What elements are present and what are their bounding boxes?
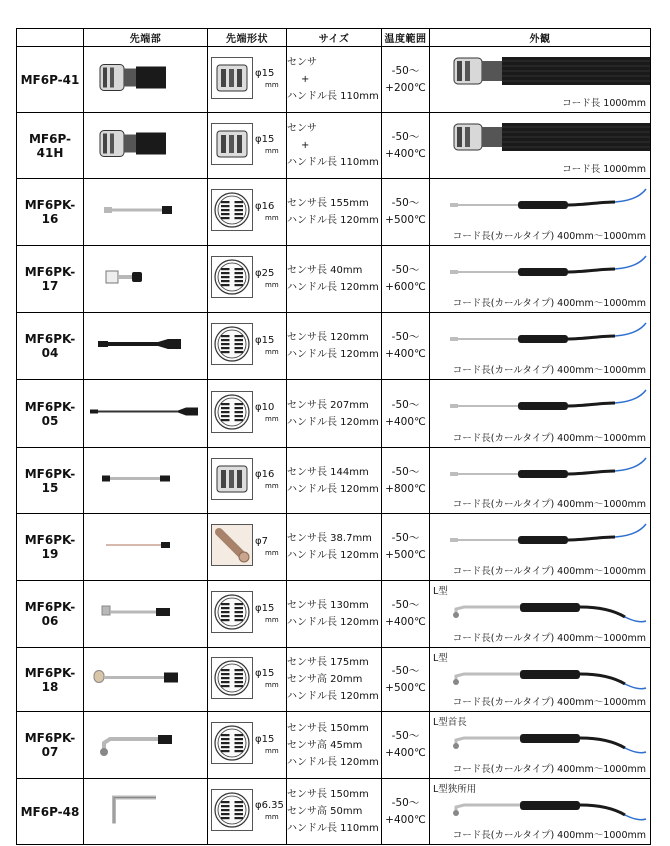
model-number: MF6PK-15	[17, 448, 84, 514]
size-cell	[287, 47, 382, 113]
cord-length: コード長(カールタイプ) 400mm～1000mm	[452, 433, 646, 444]
diameter-unit: mm	[265, 81, 279, 89]
size-line: センサ長 144mm	[287, 466, 369, 478]
diameter-unit: mm	[265, 415, 279, 423]
size-line: ハンドル長 110mm	[287, 823, 379, 834]
appearance-cell	[430, 779, 651, 845]
temp-max: +400℃	[385, 616, 426, 628]
size-line: センサ高 20mm	[287, 674, 363, 685]
size-cell	[287, 380, 382, 448]
cord-length: コード長 1000mm	[562, 164, 646, 175]
model-number: MF6P-41	[17, 47, 84, 113]
tip-shape-cell	[208, 380, 287, 448]
diameter-unit: mm	[265, 347, 279, 356]
model-number: MF6PK-04	[17, 313, 84, 380]
size-line: センサ長 40mm	[287, 265, 363, 276]
cord-length: コード長 1000mm	[562, 98, 646, 109]
tip-image	[84, 313, 208, 380]
header-appearance: 外観	[430, 29, 651, 47]
tip-shape-image	[211, 591, 253, 637]
model-number: MF6PK-18	[17, 648, 84, 712]
diameter-value: φ15	[255, 602, 275, 614]
size-cell	[287, 179, 382, 246]
diameter-value: φ15	[255, 68, 275, 79]
shape-type-note: L型狭所用	[433, 784, 477, 795]
tip-shape-image	[211, 458, 253, 504]
tip-image	[84, 246, 208, 313]
cord-length: コード長(カールタイプ) 400mm～1000mm	[452, 764, 646, 775]
cord-length: コード長(カールタイプ) 400mm～1000mm	[452, 298, 646, 309]
tip-shape-cell	[208, 113, 287, 179]
temperature-range	[382, 313, 430, 380]
size-line: センサ	[287, 57, 317, 68]
temp-max: +500℃	[385, 549, 426, 561]
model-number: MF6PK-05	[17, 380, 84, 448]
appearance-cell	[430, 179, 651, 246]
diameter-unit: mm	[265, 482, 279, 490]
table-row	[17, 47, 651, 113]
tip-image	[84, 113, 208, 179]
size-line: センサ長 150mm	[287, 722, 369, 734]
diameter-value: φ15	[255, 334, 275, 346]
temp-max: +400℃	[385, 813, 426, 826]
size-line: ハンドル長 120mm	[287, 550, 379, 561]
temperature-range	[382, 779, 430, 845]
size-line: センサ高 45mm	[287, 739, 363, 751]
appearance-cell	[430, 648, 651, 712]
cord-length: コード長(カールタイプ) 400mm～1000mm	[452, 633, 646, 644]
size-line: センサ長 130mm	[287, 600, 369, 611]
tip-shape-cell	[208, 514, 287, 581]
tip-shape-cell	[208, 179, 287, 246]
temp-max: +200℃	[385, 81, 426, 94]
temp-min: -50～	[391, 664, 420, 677]
temp-max: +600℃	[385, 281, 426, 293]
tip-image	[84, 380, 208, 448]
tip-shape-cell	[208, 779, 287, 845]
size-line: センサ長 175mm	[287, 657, 369, 668]
shape-type-note: L型首長	[433, 717, 467, 728]
temp-min: -50～	[391, 599, 420, 611]
model-number: MF6PK-19	[17, 514, 84, 581]
size-line: センサ	[287, 123, 317, 134]
tip-image	[84, 514, 208, 581]
temp-min: -50～	[391, 331, 420, 343]
temperature-range	[382, 47, 430, 113]
temp-max: +800℃	[385, 482, 426, 495]
appearance-cell	[430, 47, 651, 113]
table-row	[17, 779, 651, 845]
header-model	[17, 29, 84, 47]
tip-shape-image	[211, 323, 253, 369]
diameter-value: φ7	[255, 535, 268, 547]
size-line: ハンドル長 120mm	[287, 282, 379, 293]
size-cell	[287, 648, 382, 712]
diameter-unit: mm	[265, 746, 279, 755]
tip-shape-image	[211, 256, 253, 302]
temp-min: -50～	[391, 465, 420, 478]
size-line: ハンドル長 120mm	[287, 691, 379, 702]
product-spec-table	[16, 28, 651, 845]
model-number: MF6PK-16	[17, 179, 84, 246]
temp-max: +400℃	[385, 415, 426, 428]
tip-shape-image	[211, 123, 253, 169]
temp-max: +400℃	[385, 147, 426, 160]
temp-min: -50～	[391, 532, 420, 544]
size-line: ハンドル長 110mm	[287, 157, 379, 168]
diameter-unit: mm	[265, 615, 279, 624]
appearance-cell	[430, 313, 651, 380]
size-line: ハンドル長 120mm	[287, 215, 379, 226]
temperature-range	[382, 648, 430, 712]
shape-type-note: L型	[433, 586, 448, 597]
temp-max: +400℃	[385, 348, 426, 360]
temperature-range	[382, 581, 430, 648]
tip-image	[84, 581, 208, 648]
table-row	[17, 246, 651, 313]
table-row	[17, 581, 651, 648]
temperature-range	[382, 246, 430, 313]
table-row	[17, 313, 651, 380]
table-row	[17, 380, 651, 448]
tip-shape-cell	[208, 712, 287, 779]
table-row	[17, 514, 651, 581]
appearance-cell	[430, 712, 651, 779]
size-line: センサ長 120mm	[287, 332, 369, 343]
temp-min: -50～	[391, 130, 420, 143]
temp-min: -50～	[391, 264, 420, 276]
cord-length: コード長(カールタイプ) 400mm～1000mm	[452, 830, 646, 841]
diameter-unit: mm	[265, 681, 279, 689]
temp-min: -50～	[391, 64, 420, 77]
size-cell	[287, 448, 382, 514]
size-line: ハンドル長 120mm	[287, 483, 379, 495]
header-shape: 先端形状	[208, 29, 287, 47]
diameter-value: φ25	[255, 267, 275, 279]
diameter-value: φ15	[255, 134, 275, 145]
size-cell	[287, 779, 382, 845]
table-row	[17, 648, 651, 712]
diameter-value: φ10	[255, 402, 275, 413]
size-line: センサ長 38.7mm	[287, 533, 372, 544]
temperature-range	[382, 712, 430, 779]
temp-max: +400℃	[385, 747, 426, 759]
tip-image	[84, 779, 208, 845]
size-line: ハンドル長 120mm	[287, 416, 379, 428]
tip-image	[84, 648, 208, 712]
tip-shape-cell	[208, 313, 287, 380]
appearance-cell	[430, 246, 651, 313]
size-line: センサ長 155mm	[287, 198, 369, 209]
appearance-cell	[430, 514, 651, 581]
size-line: +	[301, 74, 310, 85]
size-line: センサ長 207mm	[287, 399, 369, 411]
appearance-cell	[430, 380, 651, 448]
table-row	[17, 712, 651, 779]
temperature-range	[382, 380, 430, 448]
table-row	[17, 448, 651, 514]
size-line: ハンドル長 120mm	[287, 756, 379, 768]
size-cell	[287, 581, 382, 648]
header-size: サイズ	[287, 29, 382, 47]
cord-length: コード長(カールタイプ) 400mm～1000mm	[452, 365, 646, 376]
size-line: ハンドル長 120mm	[287, 349, 379, 360]
diameter-value: φ16	[255, 200, 275, 212]
temperature-range	[382, 448, 430, 514]
appearance-cell	[430, 448, 651, 514]
tip-shape-cell	[208, 448, 287, 514]
model-number: MF6P-48	[17, 779, 84, 845]
tip-shape-image	[211, 391, 253, 437]
tip-shape-image	[211, 57, 253, 103]
temp-min: -50～	[391, 398, 420, 411]
model-number: MF6PK-06	[17, 581, 84, 648]
appearance-cell	[430, 581, 651, 648]
temperature-range	[382, 179, 430, 246]
temp-min: -50～	[391, 730, 420, 742]
temp-max: +500℃	[385, 214, 426, 226]
tip-shape-cell	[208, 648, 287, 712]
size-cell	[287, 246, 382, 313]
size-cell	[287, 514, 382, 581]
table-row	[17, 113, 651, 179]
diameter-unit: mm	[265, 147, 279, 155]
cord-length: コード長(カールタイプ) 400mm～1000mm	[452, 499, 646, 510]
diameter-unit: mm	[265, 280, 279, 289]
diameter-unit: mm	[265, 813, 279, 821]
tip-image	[84, 47, 208, 113]
cord-length: コード長(カールタイプ) 400mm～1000mm	[452, 231, 646, 242]
tip-image	[84, 712, 208, 779]
temperature-range	[382, 113, 430, 179]
diameter-unit: mm	[265, 213, 279, 222]
tip-shape-image	[211, 722, 253, 768]
model-number: MF6PK-17	[17, 246, 84, 313]
size-line: +	[301, 140, 310, 151]
header-temp: 温度範囲	[382, 29, 430, 47]
shape-type-note: L型	[433, 653, 448, 664]
diameter-value: φ6.35	[255, 800, 284, 811]
tip-shape-image	[211, 189, 253, 235]
tip-shape-image	[211, 657, 253, 703]
size-line: センサ長 150mm	[287, 789, 369, 800]
diameter-value: φ16	[255, 469, 275, 480]
temp-min: -50～	[391, 197, 420, 209]
size-line: ハンドル長 110mm	[287, 91, 379, 102]
table-row	[17, 179, 651, 246]
tip-shape-cell	[208, 47, 287, 113]
temp-min: -50～	[391, 796, 420, 809]
diameter-unit: mm	[265, 548, 279, 557]
header-row	[17, 29, 651, 47]
temperature-range	[382, 514, 430, 581]
header-tip: 先端部	[84, 29, 208, 47]
model-number: MF6PK-07	[17, 712, 84, 779]
tip-shape-cell	[208, 581, 287, 648]
size-line: センサ高 50mm	[287, 806, 363, 817]
size-cell	[287, 313, 382, 380]
diameter-value: φ15	[255, 668, 275, 679]
temp-max: +500℃	[385, 681, 426, 694]
tip-image	[84, 448, 208, 514]
appearance-cell	[430, 113, 651, 179]
cord-length: コード長(カールタイプ) 400mm～1000mm	[452, 697, 646, 708]
cord-length: コード長(カールタイプ) 400mm～1000mm	[452, 566, 646, 577]
tip-shape-cell	[208, 246, 287, 313]
size-cell	[287, 113, 382, 179]
model-number: MF6P-41H	[17, 113, 84, 179]
size-cell	[287, 712, 382, 779]
size-line: ハンドル長 120mm	[287, 617, 379, 628]
tip-shape-image	[211, 789, 253, 835]
tip-image	[84, 179, 208, 246]
diameter-value: φ15	[255, 733, 275, 745]
tip-shape-image	[211, 524, 253, 570]
